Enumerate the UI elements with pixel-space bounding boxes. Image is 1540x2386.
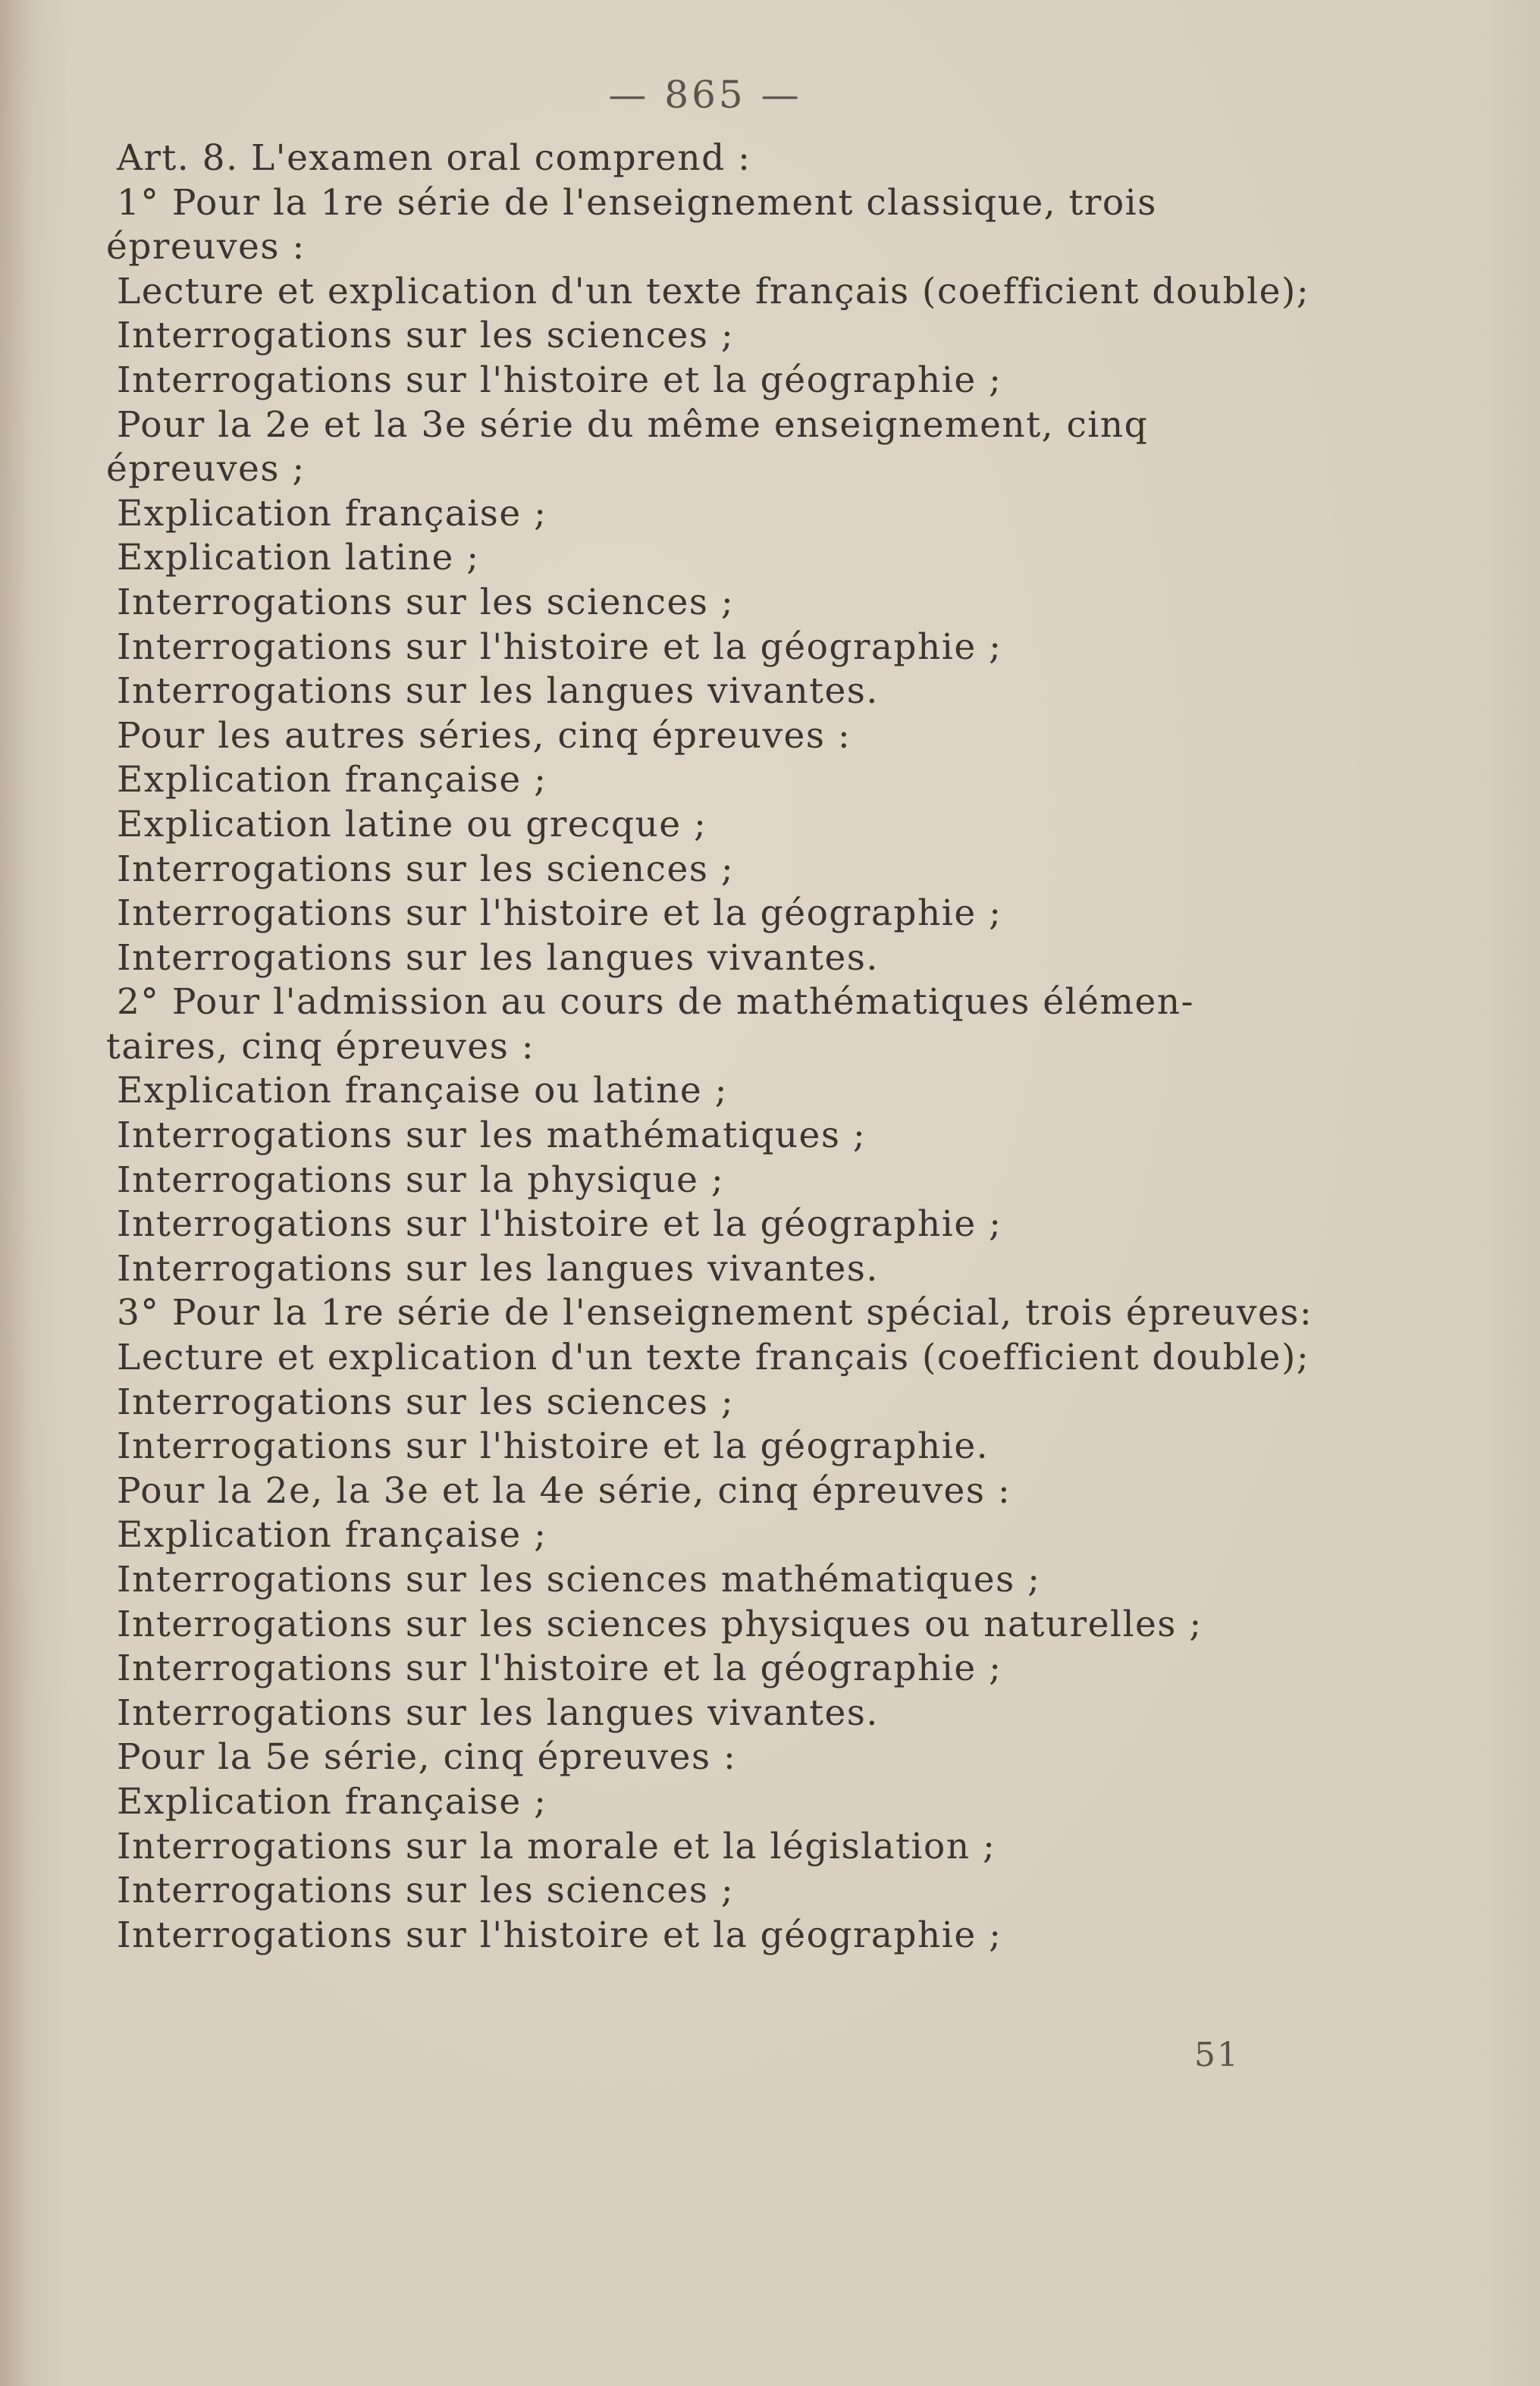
page-number: — 865 — bbox=[608, 73, 802, 117]
text-line: Interrogations sur l'histoire et la géographie. bbox=[117, 1425, 990, 1468]
text-line: Explication française ; bbox=[117, 492, 547, 535]
text-line: Pour la 5e série, cinq épreuves : bbox=[117, 1736, 737, 1779]
text-line: Interrogations sur l'histoire et la géographie ; bbox=[117, 1203, 1002, 1246]
text-line: Explication latine ; bbox=[117, 537, 480, 579]
text-line: Interrogations sur l'histoire et la géographie ; bbox=[117, 1914, 1002, 1956]
text-line: Interrogations sur l'histoire et la géographie ; bbox=[117, 359, 1002, 401]
text-line: épreuves ; bbox=[106, 448, 306, 491]
text-line: Lecture et explication d'un texte français (coefficient double); bbox=[117, 1337, 1310, 1379]
text-line: Interrogations sur les langues vivantes. bbox=[117, 670, 879, 713]
text-line: 3° Pour la 1re série de l'enseignement spécial, trois épreuves: bbox=[117, 1292, 1313, 1334]
text-line: Explication française ; bbox=[117, 1780, 547, 1823]
text-line: Pour la 2e et la 3e série du même enseignement, cinq bbox=[117, 403, 1149, 446]
signature-mark: 51 bbox=[1194, 2036, 1240, 2074]
text-line: taires, cinq épreuves : bbox=[106, 1025, 535, 1068]
text-line: Explication française ; bbox=[117, 759, 547, 801]
text-line: Interrogations sur les sciences ; bbox=[117, 315, 735, 357]
text-line: Art. 8. L'examen oral comprend : bbox=[117, 137, 751, 179]
text-line: Interrogations sur l'histoire et la géographie ; bbox=[117, 1648, 1002, 1690]
text-line: Interrogations sur les sciences ; bbox=[117, 848, 735, 890]
text-line: Explication française ; bbox=[117, 1514, 547, 1557]
text-line: Lecture et explication d'un texte français (coefficient double); bbox=[117, 270, 1310, 312]
text-line: épreuves : bbox=[106, 226, 306, 268]
text-line: Interrogations sur les langues vivantes. bbox=[117, 1692, 879, 1734]
text-line: Interrogations sur l'histoire et la géographie ; bbox=[117, 626, 1002, 668]
text-line: Interrogations sur les sciences ; bbox=[117, 581, 735, 623]
text-line: Interrogations sur l'histoire et la géographie ; bbox=[117, 892, 1002, 935]
text-line: 2° Pour l'admission au cours de mathématiques élémen- bbox=[117, 981, 1194, 1024]
text-line: Interrogations sur les sciences ; bbox=[117, 1381, 735, 1423]
text-line: Pour les autres séries, cinq épreuves : bbox=[117, 714, 852, 757]
text-line: Interrogations sur les mathématiques ; bbox=[117, 1115, 867, 1157]
text-line: Interrogations sur les langues vivantes. bbox=[117, 936, 879, 979]
text-line: Interrogations sur les sciences physiques ou naturelles ; bbox=[117, 1603, 1203, 1645]
text-line: Pour la 2e, la 3e et la 4e série, cinq épreuves : bbox=[117, 1469, 1012, 1512]
text-line: Explication française ou latine ; bbox=[117, 1070, 728, 1112]
text-line: Explication latine ou grecque ; bbox=[117, 803, 707, 845]
text-line: Interrogations sur la morale et la législation ; bbox=[117, 1825, 996, 1867]
body-text bbox=[106, 136, 1342, 1958]
text-line: 1° Pour la 1re série de l'enseignement classique, trois bbox=[117, 181, 1157, 224]
text-line: Interrogations sur la physique ; bbox=[117, 1159, 725, 1201]
text-line: Interrogations sur les sciences mathématiques ; bbox=[117, 1559, 1041, 1601]
text-line: Interrogations sur les sciences ; bbox=[117, 1870, 735, 1912]
text-line: Interrogations sur les langues vivantes. bbox=[117, 1247, 879, 1290]
